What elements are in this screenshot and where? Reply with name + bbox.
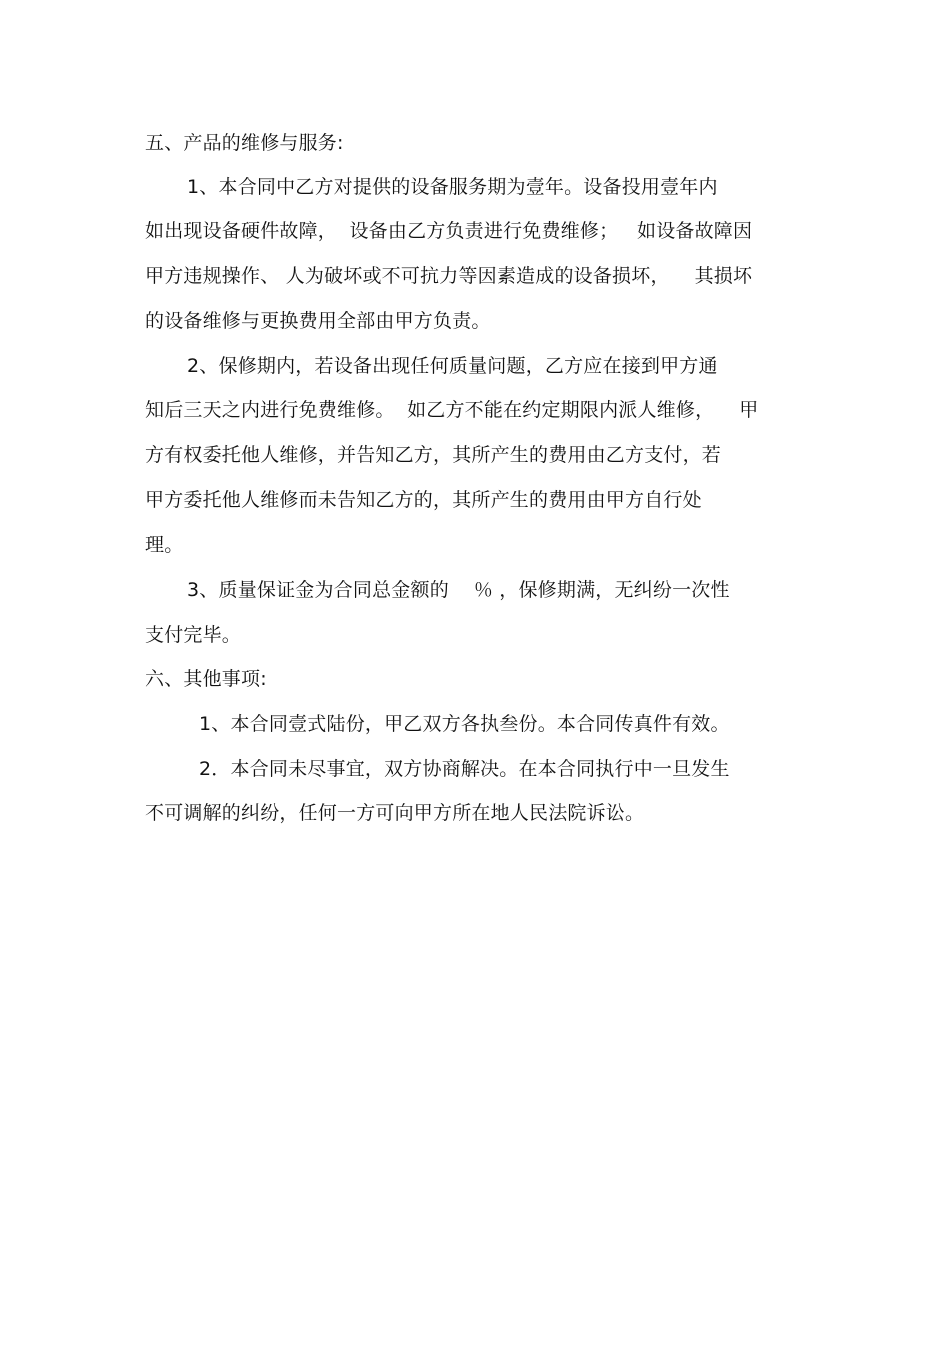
section-5-clause-2-line-1: 2、保修期内，若设备出现任何质量问题，乙方应在接到甲方通: [187, 355, 718, 377]
section-5-clause-1-line-2: 如出现设备硬件故障， 设备由乙方负责进行免费维修； 如设备故障因: [145, 220, 753, 242]
section-6-clause-1-line-1: 1、本合同壹式陆份，甲乙双方各执叁份。本合同传真件有效。: [199, 713, 730, 735]
section-5-clause-2-line-3: 方有权委托他人维修，并告知乙方，其所产生的费用由乙方支付，若: [145, 444, 722, 466]
section-5-clause-1-line-1: 1、本合同中乙方对提供的设备服务期为壹年。设备投用壹年内: [187, 176, 718, 198]
section-5-clause-2-line-5: 理。: [145, 534, 184, 556]
section-6-clause-2-line-2: 不可调解的纠纷，任何一方可向甲方所在地人民法院诉讼。: [145, 802, 645, 824]
section-6-clause-2-line-1: 2．本合同未尽事宜，双方协商解决。在本合同执行中一旦发生: [199, 758, 730, 780]
section-5-clause-2-line-2: 知后三天之内进行免费维修。 如乙方不能在约定期限内派人维修， 甲: [145, 399, 759, 421]
section-5-clause-1-line-3: 甲方违规操作、 人为破坏或不可抗力等因素造成的设备损坏， 其损坏: [145, 265, 753, 287]
section-5-clause-2-line-4: 甲方委托他人维修而未告知乙方的，其所产生的费用由甲方自行处: [145, 489, 702, 511]
section-6-heading: 六、其他事项:: [145, 668, 267, 690]
section-5-clause-1-line-4: 的设备维修与更换费用全部由甲方负责。: [145, 310, 491, 332]
section-5-heading: 五、产品的维修与服务:: [145, 132, 344, 154]
section-5-clause-3-line-1: 3、质量保证金为合同总金额的 ％ ，保修期满，无纠纷一次性: [187, 579, 730, 601]
section-5-clause-3-line-2: 支付完毕。: [145, 624, 242, 646]
